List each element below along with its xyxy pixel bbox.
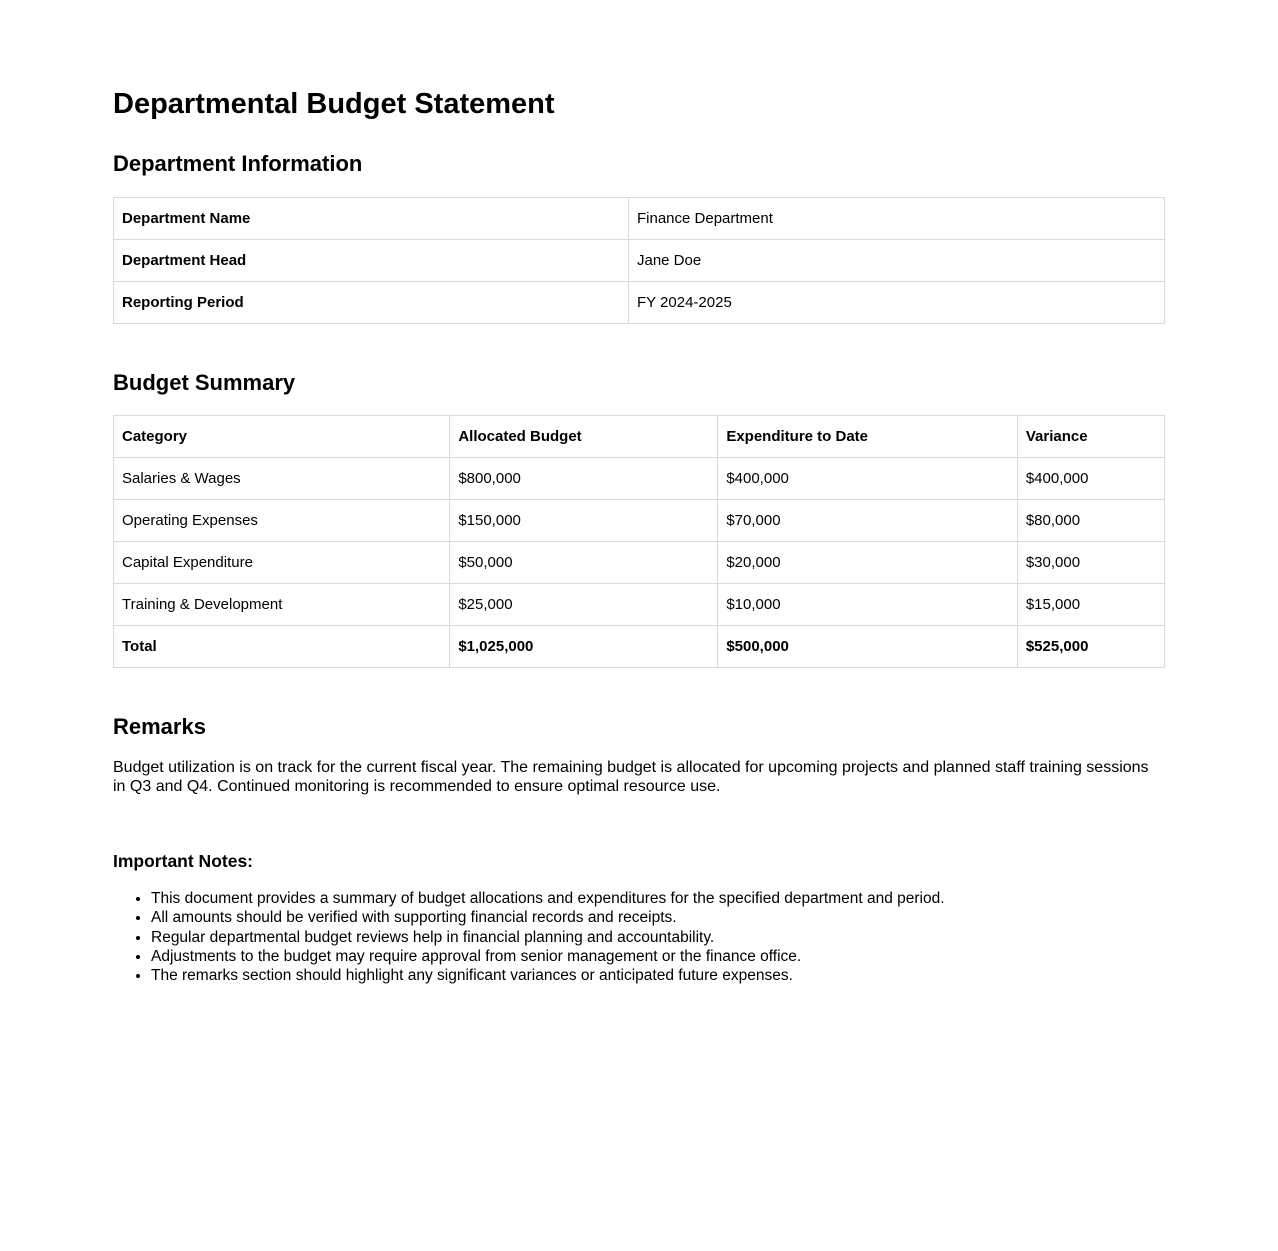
- budget-summary-table: [113, 415, 1165, 668]
- section-heading-department-information: Department Information: [113, 151, 363, 177]
- list-item: • The remarks section should highlight any significant variances or anticipated future expenses.: [151, 967, 1165, 985]
- row-label: Department Name: [114, 197, 629, 239]
- category-cell: Capital Expenditure: [114, 541, 450, 583]
- list-item: • Adjustments to the budget may require approval from senior management or the finance office.: [151, 948, 1165, 966]
- table-header-row: [114, 415, 1165, 457]
- total-label-cell: Total: [114, 625, 450, 667]
- table-row: [114, 197, 1165, 239]
- row-value: Finance Department: [628, 197, 1164, 239]
- department-info-table: [113, 197, 1165, 324]
- remarks-text: Budget utilization is on track for the current fiscal year. The remaining budget is allocated for upcoming projects and planned staff training sessions in Q3 and Q4. Continued monitoring is recommended to ensure optimal resource use.: [113, 759, 1149, 796]
- allocated-cell: $50,000: [450, 541, 718, 583]
- total-variance-cell: $525,000: [1017, 625, 1164, 667]
- variance-cell: $15,000: [1017, 583, 1164, 625]
- category-cell: Training & Development: [114, 583, 450, 625]
- section-heading-remarks: Remarks: [113, 713, 206, 739]
- column-header-expenditure: Expenditure to Date: [718, 415, 1018, 457]
- table-row: [114, 499, 1165, 541]
- variance-cell: $400,000: [1017, 457, 1164, 499]
- expenditure-cell: $400,000: [718, 457, 1018, 499]
- table-row: [114, 457, 1165, 499]
- expenditure-cell: $20,000: [718, 541, 1018, 583]
- column-header-allocated: Allocated Budget: [450, 415, 718, 457]
- page-title: Departmental Budget Statement: [113, 88, 555, 120]
- row-value: Jane Doe: [628, 239, 1164, 281]
- row-value: FY 2024-2025: [628, 281, 1164, 323]
- table-row: [114, 583, 1165, 625]
- column-header-variance: Variance: [1017, 415, 1164, 457]
- list-item: • This document provides a summary of budget allocations and expenditures for the specified department and period.: [151, 890, 1165, 908]
- table-row: [114, 239, 1165, 281]
- category-cell: Operating Expenses: [114, 499, 450, 541]
- variance-cell: $30,000: [1017, 541, 1164, 583]
- row-label: Department Head: [114, 239, 629, 281]
- expenditure-cell: $70,000: [718, 499, 1018, 541]
- allocated-cell: $25,000: [450, 583, 718, 625]
- column-header-category: Category: [114, 415, 450, 457]
- list-item: • Regular departmental budget reviews help in financial planning and accountability.: [151, 929, 1165, 947]
- total-allocated-cell: $1,025,000: [450, 625, 718, 667]
- allocated-cell: $150,000: [450, 499, 718, 541]
- expenditure-cell: $10,000: [718, 583, 1018, 625]
- category-cell: Salaries & Wages: [114, 457, 450, 499]
- table-total-row: [114, 625, 1165, 667]
- row-label: Reporting Period: [114, 281, 629, 323]
- allocated-cell: $800,000: [450, 457, 718, 499]
- variance-cell: $80,000: [1017, 499, 1164, 541]
- section-heading-budget-summary: Budget Summary: [113, 369, 296, 395]
- notes-list: [113, 890, 1165, 985]
- total-expenditure-cell: $500,000: [718, 625, 1018, 667]
- list-item: • All amounts should be verified with supporting financial records and receipts.: [151, 909, 1165, 927]
- table-row: [114, 541, 1165, 583]
- table-row: [114, 281, 1165, 323]
- notes-heading: Important Notes:: [113, 850, 253, 871]
